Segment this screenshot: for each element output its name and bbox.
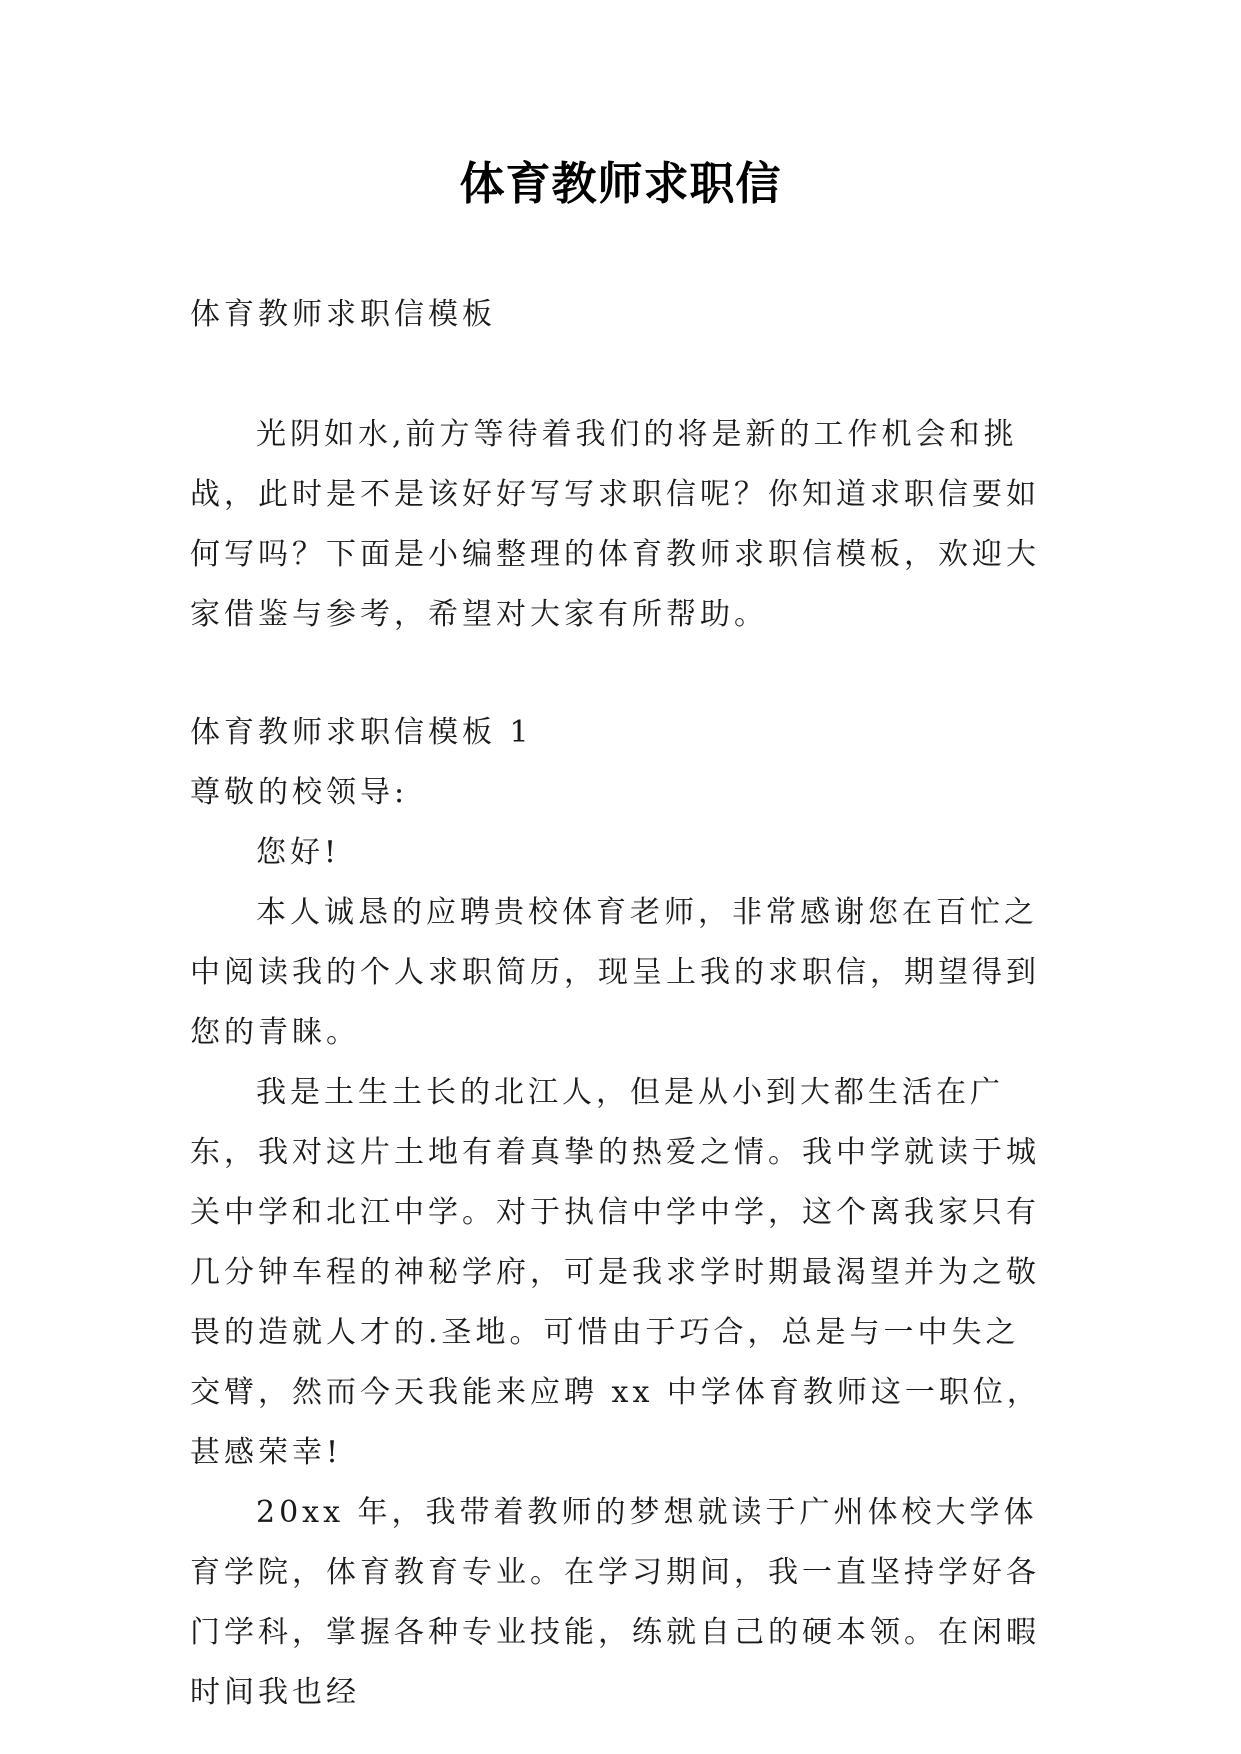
section-heading: 体育教师求职信模板 1 bbox=[190, 715, 533, 750]
document-body bbox=[190, 285, 1050, 1723]
document-title: 体育教师求职信 bbox=[459, 157, 782, 210]
greeting: 您好! bbox=[256, 835, 341, 870]
document-subtitle: 体育教师求职信模板 bbox=[190, 297, 496, 332]
body-paragraph-1: 本人诚恳的应聘贵校体育老师，非常感谢您在百忙之中阅读我的个人求职简历，现呈上我的求职信，期望得到您的青睐。 bbox=[190, 895, 1040, 1050]
body-paragraph-3: 20xx 年，我带着教师的梦想就读于广州体校大学体育学院，体育教育专业。在学习期间，我一直坚持学好各门学科，掌握各种专业技能，练就自己的硬本领。在闲暇时间我也经 bbox=[190, 1495, 1040, 1710]
intro-paragraph: 光阴如水,前方等待着我们的将是新的工作机会和挑战，此时是不是该好好写写求职信呢？你知道求职信要如何写吗？下面是小编整理的体育教师求职信模板，欢迎大家借鉴与参考，希望对大家有所帮助。 bbox=[190, 417, 1040, 632]
salutation: 尊敬的校领导: bbox=[190, 775, 409, 810]
body-paragraph-2: 我是土生土长的北江人，但是从小到大都生活在广东，我对这片土地有着真挚的热爱之情。我中学就读于城关中学和北江中学。对于执信中学中学，这个离我家只有几分钟车程的神秘学府，可是我求学时期最渴望并为之敬畏的造就人才的.圣地。可惜由于巧合，总是与一中失之交臂，然而今天我能来应聘 xx 中学体育教师这一职位，甚感荣幸! bbox=[190, 1075, 1041, 1470]
